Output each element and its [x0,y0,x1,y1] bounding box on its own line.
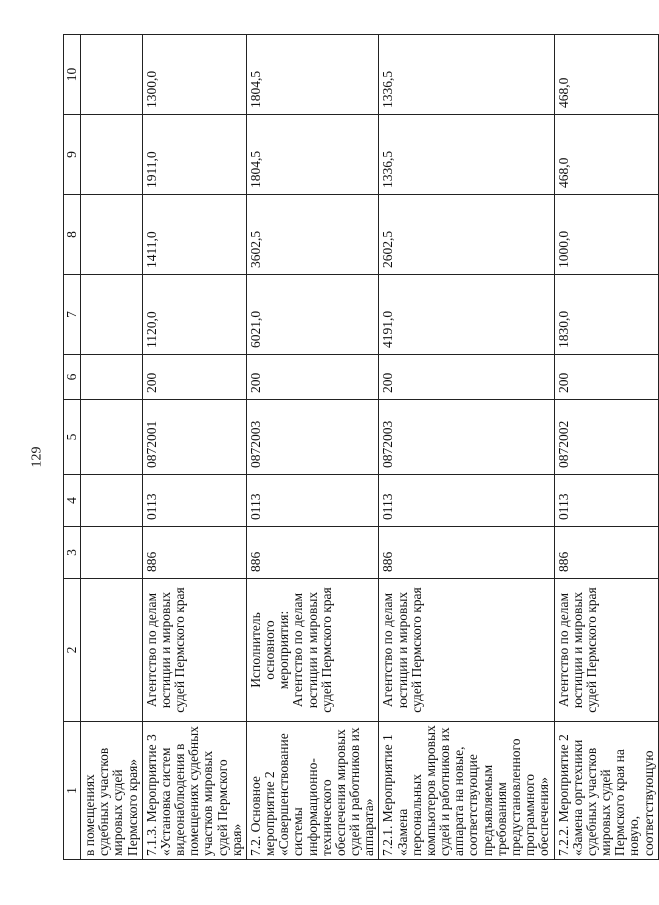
value-cell-8: 3602,5 [246,195,379,275]
page-number-text: 129 [29,446,44,468]
event-cell: 7.1.3. Мероприятие 3 «Установка систем видеонаблюдения в помещениях судебных участков мировых судей Пермского края» [142,722,246,860]
executor-cell: Исполнитель основного мероприятия: Агентство по делам юстиции и мировых судей Пермского края [246,579,379,722]
target-article-cell: 0872003 [246,400,379,475]
value-cell-8 [81,195,143,275]
executor-cell [81,579,143,722]
expense-type-cell: 200 [246,355,379,400]
value-cell-7 [81,275,143,355]
value-cell-7: 1120,0 [142,275,246,355]
executor-cell: Агентство по делам юстиции и мировых судей Пермского края [142,579,246,722]
header-row [64,35,81,860]
table-row [379,35,554,860]
table-container [63,35,656,860]
rotated-table-frame [63,35,656,860]
value-cell-9 [81,115,143,195]
header-col-4: 4 [64,475,81,527]
expense-type-cell [81,355,143,400]
value-cell-10: 1804,5 [246,35,379,115]
budget-table [63,34,659,860]
value-cell-7: 4191,0 [379,275,554,355]
header-col-5: 5 [64,400,81,475]
header-col-1: 1 [64,722,81,860]
event-cell: 7.2.1. Мероприятие 1 «Замена персональных компьютеров мировых судей и работников их аппарата на новые, соответствующие предъявляемым требованиям предустановленного программного обеспечения» [379,722,554,860]
expense-type-cell: 200 [142,355,246,400]
value-cell-10: 1300,0 [142,35,246,115]
section-cell: 0113 [142,475,246,527]
header-col-7: 7 [64,275,81,355]
value-cell-8: 1411,0 [142,195,246,275]
value-cell-7: 6021,0 [246,275,379,355]
event-cell: в помещениях судебных участков мировых судей Пермского края» [81,722,143,860]
header-col-9: 9 [64,115,81,195]
table-row [142,35,246,860]
header-col-8: 8 [64,195,81,275]
value-cell-7: 1830,0 [554,275,658,355]
expense-type-cell: 200 [379,355,554,400]
value-cell-8: 2602,5 [379,195,554,275]
value-cell-8: 1000,0 [554,195,658,275]
value-cell-9: 1804,5 [246,115,379,195]
value-cell-9: 468,0 [554,115,658,195]
section-cell: 0113 [246,475,379,527]
header-col-10: 10 [64,35,81,115]
value-cell-10: 1336,5 [379,35,554,115]
value-cell-9: 1336,5 [379,115,554,195]
section-cell [81,475,143,527]
target-article-cell: 0872003 [379,400,554,475]
code-cell [81,527,143,579]
code-cell: 886 [554,527,658,579]
table-row [554,35,658,860]
header-col-2: 2 [64,579,81,722]
header-col-3: 3 [64,527,81,579]
header-col-6: 6 [64,355,81,400]
value-cell-9: 1911,0 [142,115,246,195]
event-cell: 7.2. Основное мероприятие 2 «Совершенствование системы информационно-технического обеспечения мировых судей и работников их аппарата» [246,722,379,860]
code-cell: 886 [379,527,554,579]
executor-cell: Агентство по делам юстиции и мировых судей Пермского края [554,579,658,722]
page-number [27,442,47,472]
section-cell: 0113 [554,475,658,527]
code-cell: 886 [246,527,379,579]
code-cell: 886 [142,527,246,579]
executor-cell: Агентство по делам юстиции и мировых судей Пермского края [379,579,554,722]
table-row [81,35,143,860]
target-article-cell: 0872002 [554,400,658,475]
event-cell: 7.2.2. Мероприятие 2 «Замена оргтехники судебных участков мировых судей Пермского края на новую, соответствующую [554,722,658,860]
table-row [246,35,379,860]
value-cell-10: 468,0 [554,35,658,115]
value-cell-10 [81,35,143,115]
target-article-cell: 0872001 [142,400,246,475]
expense-type-cell: 200 [554,355,658,400]
section-cell: 0113 [379,475,554,527]
target-article-cell [81,400,143,475]
